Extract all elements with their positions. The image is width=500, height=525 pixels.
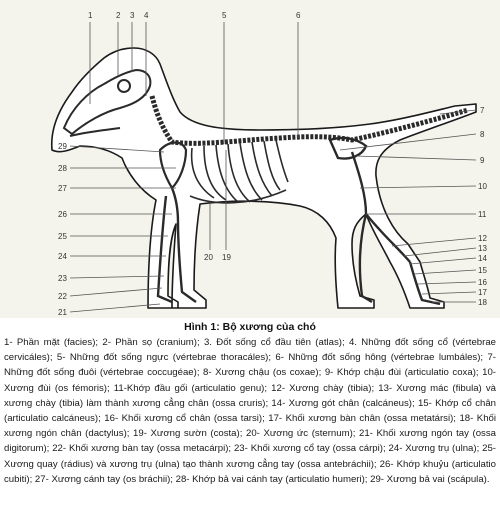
label-20: 20 [204, 253, 213, 262]
label-7: 7 [480, 106, 485, 115]
label-21: 21 [58, 308, 67, 317]
label-22: 22 [58, 292, 67, 301]
label-1: 1 [88, 11, 93, 20]
label-14: 14 [478, 254, 487, 263]
label-17: 17 [478, 288, 487, 297]
label-12: 12 [478, 234, 487, 243]
figure-title: Hình 1: Bộ xương của chó [184, 321, 316, 333]
label-6: 6 [296, 11, 301, 20]
label-29: 29 [58, 142, 67, 151]
label-3: 3 [130, 11, 135, 20]
label-24: 24 [58, 252, 67, 261]
figure-legend-text: 1- Phần mặt (facies); 2- Phần sọ (cranium); 3. Đốt sống cổ đầu tiên (atlas); 4. Những đốt sống cổ (vértebrae cervicáles); 5- Những đốt sống ngực (vértebrae thoracáles); 6- Những đốt sống hông (vértebrae lumbáles); 7- Những đốt sống đuôi (vértebrae coccugéae); 8- Xương chậu (os coxae); 9- Khớp chậu đùi (articulatio coxa); 10- Xương đùi (os fémoris); 11-Khớp đầu gối (articulatio genu); 12- Xương chày (tibia); 13- Xương mác (fibula) và xương chày (tibia) làm thành xương cẳng chân (ossa cruris); 14- Xương gót chân (calcáneus); 15- Khớp cổ chân (articulatio calcáneus); 16- Khối xương cổ chân (ossa tarsi); 17- Khối xương bàn chân (ossa metatársi); 18- Khối xương ngón chân (dactylus); 19- Xương sườn (costa); 20- Xương ức (sternum); 21- Khối xương ngón tay (ossa digitorum); 22- Khối xương bàn tay (ossa metacárpi); 23- Khối xương cổ tay (ossa cárpi); 24- Xương trụ (ulna); 25- Xương quay (rádius) và xương trụ (ulna) tạo thành xương cẳng tay (ossa antebráchii); 26- Khớp khuỷu (articulatio cubiti); 27- Xương cánh tay (os bráchii); 28- Khớp bả vai cánh tay (articulatio humeri); 29- Xương bả vai (scápula). [4, 337, 496, 485]
label-18: 18 [478, 298, 487, 307]
label-15: 15 [478, 266, 487, 275]
label-9: 9 [480, 156, 485, 165]
label-16: 16 [478, 278, 487, 287]
label-26: 26 [58, 210, 67, 219]
label-25: 25 [58, 232, 67, 241]
label-27: 27 [58, 184, 67, 193]
label-4: 4 [144, 11, 149, 20]
label-5: 5 [222, 11, 227, 20]
label-2: 2 [116, 11, 121, 20]
label-23: 23 [58, 274, 67, 283]
label-13: 13 [478, 244, 487, 253]
label-11: 11 [478, 210, 487, 219]
figure-caption [4, 321, 496, 487]
label-10: 10 [478, 182, 487, 191]
label-8: 8 [480, 130, 485, 139]
label-19: 19 [222, 253, 231, 262]
label-28: 28 [58, 164, 67, 173]
